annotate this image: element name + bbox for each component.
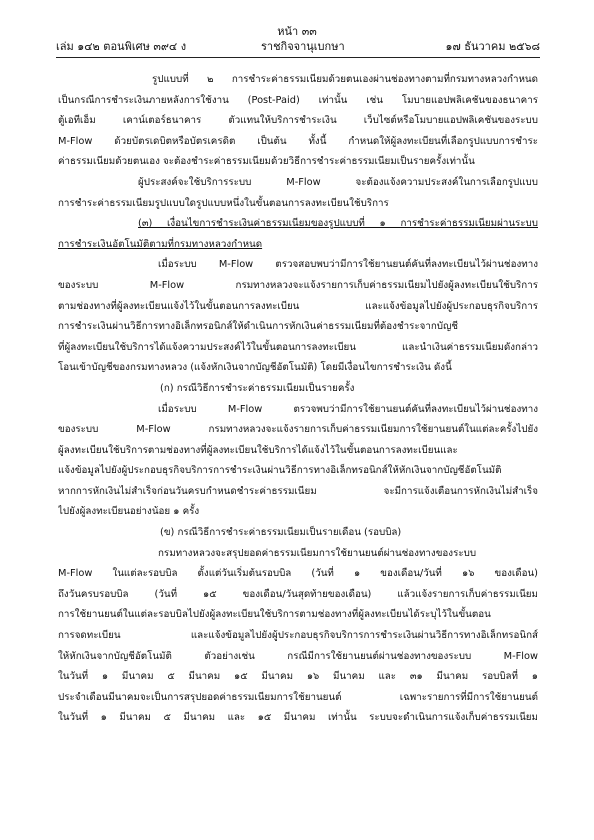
paragraph-line: M-Flow ด้วยบัตรเดบิตหรือบัตรเครดิต เป็นต้น ทั้งนี้ กำหนดให้ผู้ลงทะเบียนที่เลือกรูปแบบการชำระ [58, 135, 538, 147]
document-body [58, 70, 538, 729]
paragraph-line: ประจำเดือนมีนาคมจะเป็นการสรุปยอดค่าธรรมเนียมการใช้ยานยนต์ เฉพาะรายการที่มีการใช้ยานยนต์ [58, 691, 538, 703]
paragraph-line: การจดทะเบียน และแจ้งข้อมูลไปยังผู้ประกอบธุรกิจบริการการชำระเงินผ่านวิธีการทางอิเล็กทรอนิกส์ [58, 630, 538, 642]
paragraph-line: ให้หักเงินจากบัญชีอัตโนมัติ ตัวอย่างเช่น กรณีมีการใช้ยานยนต์ผ่านช่องทางของระบบ M-Flow [58, 650, 538, 662]
paragraph-line: ผู้ประสงค์จะใช้บริการระบบ M-Flow จะต้องแจ้งความประสงค์ในการเลือกรูปแบบ [138, 176, 538, 188]
subsection-heading-b: (ข) กรณีวิธีการชำระค่าธรรมเนียมเป็นรายเดือน (รอบบิล) [160, 527, 402, 539]
paragraph-line: รูปแบบที่ ๒ การชำระค่าธรรมเนียมด้วยตนเองผ่านช่องทางตามที่กรมทางหลวงกำหนด [152, 74, 538, 85]
section-heading-3: (๓) เงื่อนไขการชำระเงินค่าธรรมเนียมของรูปแบบที่ ๑ การชำระค่าธรรมเนียมผ่านระบบ [138, 218, 538, 230]
paragraph-line: ของระบบ M-Flow กรมทางหลวงจะแจ้งรายการเก็บค่าธรรมเนียมไปยังผู้ลงทะเบียนใช้บริการ [58, 279, 538, 291]
paragraph-line: ผู้ลงทะเบียนใช้บริการตามช่องทางที่ผู้ลงทะเบียนใช้บริการได้แจ้งไว้ในขั้นตอนการลงทะเบียนและ [58, 444, 458, 456]
paragraph-line: เมื่อระบบ M-Flow ตรวจพบว่ามีการใช้ยานยนต์คันที่ลงทะเบียนไว้ผ่านช่องทาง [158, 403, 538, 415]
paragraph-line: ในวันที่ ๑ มีนาคม ๕ มีนาคม และ ๑๕ มีนาคม เท่านั้น ระบบจะดำเนินการแจ้งเก็บค่าธรรมเนียม [58, 712, 538, 724]
paragraph-line: M-Flow ในแต่ละรอบบิล ตั้งแต่วันเริ่มต้นรอบบิล (วันที่ ๑ ของเดือน/วันที่ ๑๖ ของเดือน) [58, 568, 538, 580]
paragraph-line: การชำระค่าธรรมเนียมรูปแบบใดรูปแบบหนึ่งในขั้นตอนการลงทะเบียนใช้บริการ [58, 197, 389, 209]
paragraph-line: ที่ผู้ลงทะเบียนใช้บริการได้แจ้งความประสงค์ไว้ในขั้นตอนการลงทะเบียน และนำเงินค่าธรรมเนียมดังกล่าว [58, 341, 538, 353]
paragraph-line: ในวันที่ ๑ มีนาคม ๕ มีนาคม ๑๕ มีนาคม ๑๖ มีนาคม และ ๓๑ มีนาคม รอบบิลที่ ๑ [58, 671, 538, 683]
paragraph-line: การชำระเงินผ่านวิธีการทางอิเล็กทรอนิกส์ให้ดำเนินการหักเงินค่าธรรมเนียมที่ต้องชำระจากบัญชี [58, 321, 459, 333]
paragraph-line: ตู้เอทีเอ็ม เคาน์เตอร์ธนาคาร ตัวแทนให้บริการชำระเงิน เว็บไซต์หรือโมบายแอปพลิเคชันของระบบ [58, 115, 538, 127]
volume-issue: เล่ม ๑๔๒ ตอนพิเศษ ๓๙๔ ง [56, 40, 187, 53]
page-number: หน้า ๓๓ [277, 25, 317, 38]
paragraph-line: กรมทางหลวงจะสรุปยอดค่าธรรมเนียมการใช้ยานยนต์ผ่านช่องทางของระบบ [158, 547, 477, 559]
paragraph-line: หากการหักเงินไม่สำเร็จก่อนวันครบกำหนดชำระค่าธรรมเนียม จะมีการแจ้งเตือนการหักเงินไม่สำเร็จ [58, 485, 538, 497]
paragraph-line: เมื่อระบบ M-Flow ตรวจสอบพบว่ามีการใช้ยานยนต์คันที่ลงทะเบียนไว้ผ่านช่องทาง [158, 259, 538, 271]
gazette-header [56, 37, 540, 53]
paragraph-line: ตามช่องทางที่ผู้ลงทะเบียนแจ้งไว้ในขั้นตอนการลงทะเบียน และแจ้งข้อมูลไปยังผู้ประกอบธุรกิจบริการ [58, 300, 538, 312]
paragraph-line: ค่าธรรมเนียมด้วยตนเอง จะต้องชำระค่าธรรมเนียมด้วยวิธีการชำระค่าธรรมเนียมเป็นรายครั้งเท่านั้น [58, 156, 475, 168]
subsection-heading-a: (ก) กรณีวิธีการชำระค่าธรรมเนียมเป็นรายครั้ง [160, 382, 355, 394]
paragraph-line: เป็นกรณีการชำระเงินภายหลังการใช้งาน (Post-Paid) เท่านั้น เช่น โมบายแอปพลิเคชันของธนาคาร [58, 94, 538, 106]
paragraph-line: ถึงวันครบรอบบิล (วันที่ ๑๕ ของเดือน/วันสุดท้ายของเดือน) แล้วแจ้งรายการเก็บค่าธรรมเนียม [58, 588, 538, 600]
paragraph-line: แจ้งข้อมูลไปยังผู้ประกอบธุรกิจบริการการชำระเงินผ่านวิธีการทางอิเล็กทรอนิกส์ให้หักเงินจากบัญชีอัตโนมัติ [58, 465, 502, 477]
section-heading-3-cont: การชำระเงินอัตโนมัติตามที่กรมทางหลวงกำหนด [58, 238, 263, 250]
publication-date: ๑๗ ธันวาคม ๒๕๖๘ [445, 40, 540, 53]
gazette-title: ราชกิจจานุเบกษา [261, 40, 345, 53]
paragraph-line: ของระบบ M-Flow กรมทางหลวงจะแจ้งรายการเก็บค่าธรรมเนียมการใช้ยานยนต์ในแต่ละครั้งไปยัง [58, 424, 538, 436]
paragraph-line: ไปยังผู้ลงทะเบียนอย่างน้อย ๑ ครั้ง [58, 506, 200, 518]
header-divider [56, 57, 540, 58]
paragraph-line: โอนเข้าบัญชีของกรมทางหลวง (แจ้งหักเงินจากบัญชีอัตโนมัติ) โดยมีเงื่อนไขการชำระเงิน ดังนี้ [58, 362, 452, 374]
paragraph-line: การใช้ยานยนต์ในแต่ละรอบบิลไปยังผู้ลงทะเบียนใช้บริการตามช่องทางที่ผู้ลงทะเบียนได้ระบุไว้ในขั้นตอน [58, 609, 491, 621]
